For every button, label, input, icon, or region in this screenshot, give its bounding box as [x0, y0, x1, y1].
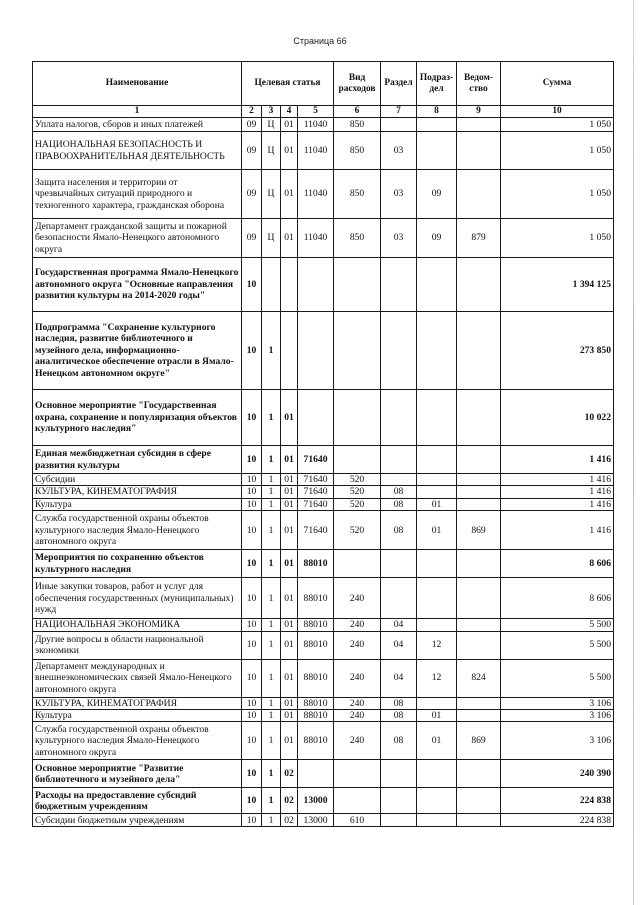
- expense-type-cell: 240: [334, 722, 381, 760]
- target-code-2-cell: Ц: [262, 118, 281, 132]
- table-row: [33, 118, 614, 132]
- column-number: 7: [381, 106, 417, 118]
- target-code-4-cell: 71640: [298, 498, 334, 510]
- department-cell: 879: [457, 219, 501, 258]
- header-section: Раздел: [381, 62, 417, 106]
- table-row: [33, 788, 614, 814]
- department-cell: [457, 619, 501, 631]
- row-name-cell: Основное мероприятие "Развитие библиотечного и музейного дела": [33, 760, 242, 788]
- expense-type-cell: [334, 550, 381, 578]
- amount-cell: 1 416: [501, 498, 614, 510]
- amount-cell: 10 022: [501, 390, 614, 446]
- target-code-1-cell: 10: [242, 258, 262, 312]
- expense-type-cell: [334, 760, 381, 788]
- row-name-cell: Иные закупки товаров, работ и услуг для обеспечения государственных (муниципальных) нужд: [33, 578, 242, 619]
- table-row: [33, 390, 614, 446]
- target-code-3-cell: 01: [281, 486, 298, 498]
- subsection-cell: [417, 788, 457, 814]
- target-code-3-cell: 01: [281, 118, 298, 132]
- amount-cell: 240 390: [501, 760, 614, 788]
- target-code-3-cell: 01: [281, 474, 298, 486]
- row-name-cell: Государственная программа Ямало-Ненецкого автономного округа "Основные направления развития культуры на 2014-2020 годы": [33, 258, 242, 312]
- target-code-1-cell: 10: [242, 550, 262, 578]
- target-code-3-cell: 01: [281, 578, 298, 619]
- target-code-1-cell: 10: [242, 474, 262, 486]
- column-number: 1: [33, 106, 242, 118]
- column-number: 3: [262, 106, 281, 118]
- target-code-3-cell: 01: [281, 511, 298, 550]
- target-code-3-cell: [281, 312, 298, 390]
- row-name-cell: НАЦИОНАЛЬНАЯ БЕЗОПАСНОСТЬ И ПРАВООХРАНИТЕЛЬНАЯ ДЕЯТЕЛЬНОСТЬ: [33, 132, 242, 170]
- subsection-cell: [417, 550, 457, 578]
- amount-cell: 3 106: [501, 722, 614, 760]
- header-row: [33, 62, 614, 106]
- target-code-2-cell: 1: [262, 710, 281, 722]
- department-cell: [457, 132, 501, 170]
- row-name-cell: Департамент гражданской защиты и пожарной безопасности Ямало-Ненецкого автономного округа: [33, 219, 242, 258]
- target-code-4-cell: 11040: [298, 219, 334, 258]
- section-cell: 08: [381, 511, 417, 550]
- target-code-1-cell: 10: [242, 659, 262, 697]
- amount-cell: 8 606: [501, 578, 614, 619]
- section-cell: 08: [381, 710, 417, 722]
- row-name-cell: Основное мероприятие "Государственная охрана, сохранение и популяризация объектов культурного наследия": [33, 390, 242, 446]
- expense-type-cell: 850: [334, 118, 381, 132]
- department-cell: [457, 710, 501, 722]
- row-name-cell: Служба государственной охраны объектов культурного наследия Ямало-Ненецкого автономного округа: [33, 511, 242, 550]
- table-row: [33, 219, 614, 258]
- target-code-3-cell: 01: [281, 710, 298, 722]
- department-cell: [457, 760, 501, 788]
- department-cell: [457, 550, 501, 578]
- target-code-1-cell: 10: [242, 710, 262, 722]
- department-cell: [457, 118, 501, 132]
- target-code-1-cell: 10: [242, 697, 262, 709]
- target-code-4-cell: 88010: [298, 631, 334, 659]
- table-row: [33, 710, 614, 722]
- expense-type-cell: 240: [334, 659, 381, 697]
- section-cell: 04: [381, 619, 417, 631]
- row-name-cell: Служба государственной охраны объектов культурного наследия Ямало-Ненецкого автономного округа: [33, 722, 242, 760]
- target-code-2-cell: [262, 258, 281, 312]
- section-cell: [381, 118, 417, 132]
- target-code-2-cell: 1: [262, 498, 281, 510]
- target-code-1-cell: 10: [242, 511, 262, 550]
- target-code-1-cell: 10: [242, 498, 262, 510]
- target-code-1-cell: 10: [242, 760, 262, 788]
- target-code-3-cell: [281, 258, 298, 312]
- target-code-2-cell: 1: [262, 659, 281, 697]
- subsection-cell: [417, 697, 457, 709]
- expense-type-cell: 610: [334, 814, 381, 827]
- expense-type-cell: [334, 446, 381, 474]
- table-row: [33, 697, 614, 709]
- subsection-cell: [417, 619, 457, 631]
- section-cell: 03: [381, 219, 417, 258]
- amount-cell: 5 500: [501, 619, 614, 631]
- target-code-3-cell: 01: [281, 390, 298, 446]
- subsection-cell: [417, 118, 457, 132]
- row-name-cell: Уплата налогов, сборов и иных платежей: [33, 118, 242, 132]
- target-code-1-cell: 10: [242, 390, 262, 446]
- department-cell: 869: [457, 722, 501, 760]
- amount-cell: 5 500: [501, 631, 614, 659]
- target-code-1-cell: 10: [242, 619, 262, 631]
- table-row: [33, 511, 614, 550]
- row-name-cell: Мероприятия по сохранению объектов культурного наследия: [33, 550, 242, 578]
- section-cell: 03: [381, 132, 417, 170]
- amount-cell: 3 106: [501, 710, 614, 722]
- target-code-4-cell: [298, 390, 334, 446]
- header-target: Целевая статья: [242, 62, 334, 106]
- target-code-4-cell: 88010: [298, 619, 334, 631]
- department-cell: [457, 446, 501, 474]
- target-code-4-cell: 88010: [298, 710, 334, 722]
- target-code-3-cell: 02: [281, 814, 298, 827]
- row-name-cell: Другие вопросы в области национальной экономики: [33, 631, 242, 659]
- expense-type-cell: 520: [334, 511, 381, 550]
- section-cell: [381, 446, 417, 474]
- target-code-2-cell: 1: [262, 446, 281, 474]
- expense-type-cell: 240: [334, 578, 381, 619]
- scan-edge: [633, 0, 634, 905]
- section-cell: 03: [381, 170, 417, 219]
- target-code-2-cell: Ц: [262, 170, 281, 219]
- section-cell: [381, 578, 417, 619]
- expense-type-cell: 850: [334, 132, 381, 170]
- target-code-2-cell: Ц: [262, 132, 281, 170]
- department-cell: [457, 631, 501, 659]
- amount-cell: 1 050: [501, 219, 614, 258]
- target-code-2-cell: 1: [262, 788, 281, 814]
- column-number-row: [33, 106, 614, 118]
- section-cell: [381, 474, 417, 486]
- table-row: [33, 760, 614, 788]
- amount-cell: 5 500: [501, 659, 614, 697]
- section-cell: 04: [381, 659, 417, 697]
- target-code-1-cell: 10: [242, 814, 262, 827]
- expense-type-cell: 240: [334, 697, 381, 709]
- section-cell: 08: [381, 498, 417, 510]
- target-code-4-cell: 71640: [298, 446, 334, 474]
- table-row: [33, 474, 614, 486]
- department-cell: [457, 312, 501, 390]
- target-code-4-cell: 11040: [298, 118, 334, 132]
- target-code-4-cell: 13000: [298, 788, 334, 814]
- target-code-1-cell: 10: [242, 446, 262, 474]
- target-code-1-cell: 10: [242, 486, 262, 498]
- subsection-cell: [417, 258, 457, 312]
- target-code-2-cell: 1: [262, 511, 281, 550]
- table-row: [33, 659, 614, 697]
- row-name-cell: Культура: [33, 710, 242, 722]
- target-code-3-cell: 02: [281, 788, 298, 814]
- expense-type-cell: 520: [334, 486, 381, 498]
- target-code-1-cell: 10: [242, 631, 262, 659]
- section-cell: 04: [381, 631, 417, 659]
- column-number: 9: [457, 106, 501, 118]
- target-code-4-cell: 88010: [298, 578, 334, 619]
- expense-type-cell: [334, 258, 381, 312]
- table-row: [33, 814, 614, 827]
- section-cell: [381, 258, 417, 312]
- header-subsection: Подраз-дел: [417, 62, 457, 106]
- target-code-4-cell: 88010: [298, 722, 334, 760]
- row-name-cell: Субсидии бюджетным учреждениям: [33, 814, 242, 827]
- target-code-4-cell: 71640: [298, 486, 334, 498]
- amount-cell: 273 850: [501, 312, 614, 390]
- department-cell: [457, 474, 501, 486]
- target-code-4-cell: 71640: [298, 474, 334, 486]
- table-row: [33, 486, 614, 498]
- column-number: 4: [281, 106, 298, 118]
- target-code-4-cell: 71640: [298, 511, 334, 550]
- amount-cell: 1 050: [501, 118, 614, 132]
- target-code-3-cell: 01: [281, 498, 298, 510]
- target-code-1-cell: 09: [242, 170, 262, 219]
- subsection-cell: [417, 312, 457, 390]
- expense-type-cell: [334, 312, 381, 390]
- subsection-cell: [417, 814, 457, 827]
- row-name-cell: КУЛЬТУРА, КИНЕМАТОГРАФИЯ: [33, 486, 242, 498]
- department-cell: [457, 390, 501, 446]
- department-cell: [457, 788, 501, 814]
- expense-type-cell: 850: [334, 170, 381, 219]
- column-number: 8: [417, 106, 457, 118]
- amount-cell: 1 416: [501, 511, 614, 550]
- amount-cell: 3 106: [501, 697, 614, 709]
- target-code-2-cell: 1: [262, 619, 281, 631]
- table-row: [33, 312, 614, 390]
- subsection-cell: 01: [417, 511, 457, 550]
- column-number: 2: [242, 106, 262, 118]
- target-code-3-cell: 02: [281, 760, 298, 788]
- target-code-3-cell: 01: [281, 631, 298, 659]
- header-amount: Сумма: [501, 62, 614, 106]
- table-row: [33, 722, 614, 760]
- subsection-cell: [417, 486, 457, 498]
- expense-type-cell: 240: [334, 710, 381, 722]
- header-department: Ведом-ство: [457, 62, 501, 106]
- header-expense-type: Вид расходов: [334, 62, 381, 106]
- target-code-2-cell: Ц: [262, 219, 281, 258]
- target-code-4-cell: 88010: [298, 659, 334, 697]
- target-code-2-cell: 1: [262, 697, 281, 709]
- target-code-3-cell: 01: [281, 722, 298, 760]
- target-code-1-cell: 10: [242, 788, 262, 814]
- target-code-4-cell: 11040: [298, 132, 334, 170]
- target-code-1-cell: 09: [242, 219, 262, 258]
- row-name-cell: Культура: [33, 498, 242, 510]
- table-row: [33, 258, 614, 312]
- table-body: [33, 118, 614, 827]
- table-row: [33, 578, 614, 619]
- amount-cell: 1 394 125: [501, 258, 614, 312]
- subsection-cell: 12: [417, 659, 457, 697]
- department-cell: [457, 498, 501, 510]
- target-code-3-cell: 01: [281, 132, 298, 170]
- target-code-1-cell: 09: [242, 132, 262, 170]
- department-cell: [457, 486, 501, 498]
- column-number: 5: [298, 106, 334, 118]
- row-name-cell: Подпрограмма "Сохранение культурного наследия, развитие библиотечного и музейного дела, информационно-аналитическое обеспечение отрасли в Ямало-Ненецком автономном округе": [33, 312, 242, 390]
- subsection-cell: [417, 760, 457, 788]
- amount-cell: 1 050: [501, 132, 614, 170]
- amount-cell: 1 416: [501, 486, 614, 498]
- expense-type-cell: [334, 390, 381, 446]
- target-code-4-cell: 11040: [298, 170, 334, 219]
- target-code-2-cell: 1: [262, 312, 281, 390]
- table-row: [33, 132, 614, 170]
- subsection-cell: [417, 446, 457, 474]
- target-code-4-cell: 88010: [298, 550, 334, 578]
- target-code-2-cell: 1: [262, 631, 281, 659]
- row-name-cell: НАЦИОНАЛЬНАЯ ЭКОНОМИКА: [33, 619, 242, 631]
- subsection-cell: [417, 390, 457, 446]
- target-code-4-cell: 13000: [298, 814, 334, 827]
- expense-type-cell: 520: [334, 474, 381, 486]
- department-cell: [457, 697, 501, 709]
- header-name: Наименование: [33, 62, 242, 106]
- section-cell: [381, 390, 417, 446]
- expense-type-cell: 240: [334, 619, 381, 631]
- target-code-3-cell: 01: [281, 659, 298, 697]
- section-cell: 08: [381, 697, 417, 709]
- subsection-cell: 09: [417, 170, 457, 219]
- target-code-3-cell: 01: [281, 619, 298, 631]
- target-code-1-cell: 10: [242, 578, 262, 619]
- table-row: [33, 498, 614, 510]
- column-number: 10: [501, 106, 614, 118]
- amount-cell: 1 050: [501, 170, 614, 219]
- amount-cell: 1 416: [501, 446, 614, 474]
- row-name-cell: Единая межбюджетная субсидия в сфере развития культуры: [33, 446, 242, 474]
- department-cell: 824: [457, 659, 501, 697]
- target-code-1-cell: 10: [242, 312, 262, 390]
- subsection-cell: 09: [417, 219, 457, 258]
- section-cell: [381, 788, 417, 814]
- expense-type-cell: [334, 788, 381, 814]
- target-code-1-cell: 09: [242, 118, 262, 132]
- section-cell: [381, 760, 417, 788]
- target-code-2-cell: 1: [262, 390, 281, 446]
- subsection-cell: 01: [417, 722, 457, 760]
- amount-cell: 224 838: [501, 788, 614, 814]
- amount-cell: 8 606: [501, 550, 614, 578]
- target-code-4-cell: 88010: [298, 697, 334, 709]
- subsection-cell: 01: [417, 498, 457, 510]
- department-cell: [457, 170, 501, 219]
- section-cell: [381, 312, 417, 390]
- page-header: Страница 66: [293, 36, 347, 46]
- table-row: [33, 619, 614, 631]
- subsection-cell: [417, 578, 457, 619]
- department-cell: 869: [457, 511, 501, 550]
- target-code-3-cell: 01: [281, 170, 298, 219]
- row-name-cell: Департамент международных и внешнеэкономических связей Ямало-Ненецкого автономного округа: [33, 659, 242, 697]
- section-cell: [381, 550, 417, 578]
- table-row: [33, 631, 614, 659]
- target-code-2-cell: 1: [262, 722, 281, 760]
- section-cell: 08: [381, 722, 417, 760]
- target-code-2-cell: 1: [262, 550, 281, 578]
- department-cell: [457, 258, 501, 312]
- department-cell: [457, 578, 501, 619]
- table-row: [33, 550, 614, 578]
- target-code-2-cell: 1: [262, 486, 281, 498]
- target-code-3-cell: 01: [281, 446, 298, 474]
- row-name-cell: Субсидии: [33, 474, 242, 486]
- target-code-3-cell: 01: [281, 219, 298, 258]
- expense-type-cell: 520: [334, 498, 381, 510]
- target-code-2-cell: 1: [262, 760, 281, 788]
- target-code-2-cell: 1: [262, 814, 281, 827]
- column-number: 6: [334, 106, 381, 118]
- target-code-3-cell: 01: [281, 550, 298, 578]
- target-code-4-cell: [298, 312, 334, 390]
- row-name-cell: Расходы на предоставление субсидий бюджетным учреждениям: [33, 788, 242, 814]
- subsection-cell: 12: [417, 631, 457, 659]
- section-cell: [381, 814, 417, 827]
- subsection-cell: [417, 474, 457, 486]
- row-name-cell: КУЛЬТУРА, КИНЕМАТОГРАФИЯ: [33, 697, 242, 709]
- target-code-2-cell: 1: [262, 474, 281, 486]
- target-code-4-cell: [298, 258, 334, 312]
- amount-cell: 224 838: [501, 814, 614, 827]
- row-name-cell: Защита населения и территории от чрезвычайных ситуаций природного и техногенного характера, гражданская оборона: [33, 170, 242, 219]
- table-row: [33, 170, 614, 219]
- target-code-1-cell: 10: [242, 722, 262, 760]
- department-cell: [457, 814, 501, 827]
- target-code-2-cell: 1: [262, 578, 281, 619]
- budget-table: [32, 61, 614, 827]
- subsection-cell: [417, 132, 457, 170]
- subsection-cell: 01: [417, 710, 457, 722]
- target-code-4-cell: [298, 760, 334, 788]
- target-code-3-cell: 01: [281, 697, 298, 709]
- expense-type-cell: 850: [334, 219, 381, 258]
- section-cell: 08: [381, 486, 417, 498]
- expense-type-cell: 240: [334, 631, 381, 659]
- amount-cell: 1 416: [501, 474, 614, 486]
- table-row: [33, 446, 614, 474]
